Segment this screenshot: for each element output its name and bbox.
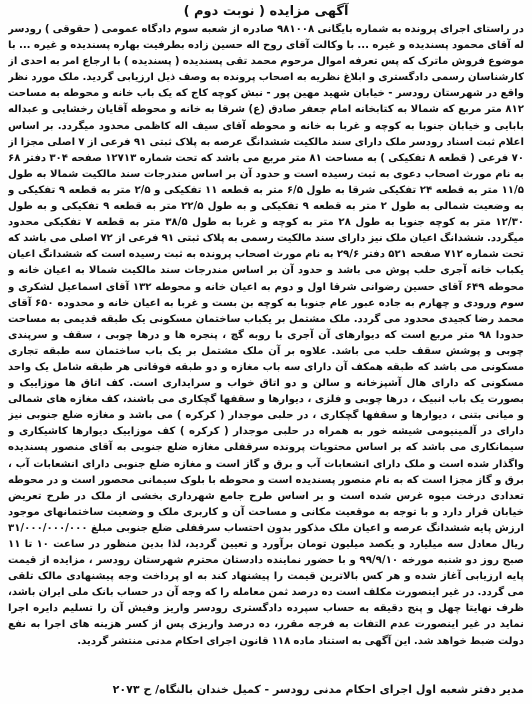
notice-footer [8, 682, 524, 698]
notice-body: در راستای اجرای پرونده به شماره بایگانی ۹۸۱۰۰۸ صادره از شعبه سوم دادگاه عمومی ( حقوقی ) رودسر له آقای محمود پسندیده و غیره ... با وکالت آقای روح اله حسین زاده بطرفیت بهاره پسندیده و غیره ... با موضوع فروش ماترک که پس تعرفه اموال مرحوم محمد تقی پسندیده ( پسندیده ) با ارجاع امر به احدی از کارشناسان رسمی دادگستری و ابلاغ نظریه به اصحاب پرونده به وصف ذیل ارزیابی گردید. ملک مورد نظر واقع در شهرستان رودسر - خیابان شهید مهین پور - نبش کوچه کاج که یک باب خانه و محوطه به مساحت ۸۱۲ متر مربع که شمالا به کتابخانه امام جعفر صادق (ع) شرقا به خانه و محوطه آقایان رخشایی و عبداله بابایی و خیابان جنوبا به کوچه و غربا به خانه و محوطه آقای سیف اله کاظمی محدود میگردد. بر اساس اعلام ثبت اسناد رودسر ملک دارای سند مالکیت ششدانگ عرصه به پلاک ثبتی ۹۱ فرعی از ۷ اصلی مجزا از ۷۰ فرعی ( قطعه ۸ تفکیکی ) به مساحت ۸۱ متر مربع می باشد که تحت شماره ۱۲۷۱۳ صفحه ۳۰۴ دفتر ۶۸ به نام مورث اصحاب دعوی به ثبت رسیده است و حدود آن بر اساس مندرجات سند مالکیت شمالا به طول ۱۱/۵ متر به قطعه ۲۴ تفکیکی شرقا به طول ۶/۵ متر به قطعه ۱۱ تفکیکی و ۲/۵ متر به قطعه ۹ تفکیکی و به وضعیت شمالی به طول ۲ متر به قطعه ۹ تفکیکی و به طول ۲۲/۵ متر به قطعه ۹ تفکیکی و به طول ۱۲/۳۰ متر به کوچه جنوبا به طول ۲۸ متر به کوچه و غربا به طول ۳۸/۵ متر به قطعه ۷ تفکیکی محدود میگردد. ششدانگ اعیان ملک نیز دارای سند مالکیت رسمی به پلاک ثبتی ۹۱ فرعی از ۷۲ اصلی می باشد که تحت شماره ۷۱۲ صفحه ۵۲۱ دفتر ۲۹/۶ به نام مورث اصحاب پرونده به ثبت رسیده است که ششدانگ اعیان یکباب خانه آجری حلب پوش می باشد و حدود آن بر اساس مندرجات سند مالکیت شمالا به اعیان خانه و محوطه ۶۴۹ آقای حسین رضوانی شرقا اول و دوم به اعیان خانه و محوطه ۱۳۲ آقای اسماعیل لشکری و سوم ورودی و چهارم به جاده عبور عام جنوبا به کوچه بن بست و غربا به اعیان خانه و محدوده ۶۵۰ آقای محمد رضا کجیدی محدود می گردد. ملک مشتمل بر یکباب ساختمان مسکونی یک طبقه قدیمی به مساحت حدودا ۹۸ متر مربع است که دیوارهای آن آجری با روبه گچ ، پنجره ها و درها چوبی ، سقف و سرپندی چوبی و پوشش سقف حلب می باشد. علاوه بر آن ملک مشتمل بر یک باب ساختمان سه طبقه تجاری مسکونی می باشد که طبقه همکف آن دارای سه باب مغازه و دو طبقه فوقانی هر طبقه شامل یک واحد مسکونی که دارای هال آشپزخانه و سالن و دو اتاق خواب و سرایداری است. کف اتاق ها موزاییک و بصورت یک باب انبیک ، درها چوبی و فلزی ، دیوارها و سقفها گچکاری می باشند، کف مغازه های شمالی و میانی بتنی ، دیوارها و سقفها گچکاری ، در حلبی موجدار ( کرکره ) می باشد و مغازه ضلع جنوبی نیز دارای در آلمینیومی شیشه خور به همراه در حلبی موجدار ( کرکره ) کف موزاییک دیوارها کاشیکاری و سیمانکاری می باشد که بر اساس محتویات پرونده سرقفلی مغازه ضلع جنوبی به آقای منصور پسندیده واگذار شده است و ملک دارای انشعابات آب و برق و گاز است و مغازه ضلع جنوبی دارای انشعابات آب ، برق و گاز مجزا است که به نام منصور پسندیده است و محوطه با بلوک سیمانی محصور است و در محوطه تعدادی درخت میوه غرس شده است و بر اساس طرح جامع شهرداری بخشی از ملک در طرح تعریض خیابان قرار دارد و با توجه به موقعیت مکانی و مساحت آن و کاربری ملک و وضعیت ساختمانهای موجود ارزش پایه ششدانگ عرصه و اعیان ملک مذکور بدون احتساب سرقفلی ضلع جنوبی مبلغ ۳۱/۰۰۰/۰۰۰/۰۰۰ ریال معادل سه میلیارد و یکصد میلیون تومان برآورد و تعیین گردید، لذا بدین منظور در ساعت ۱۰ تا ۱۱ صبح روز دو شنبه مورخه ۹۹/۹/۱۰ و با حضور نماینده دادستان محترم شهرستان رودسر ، مزایده از قیمت پایه ارزیابی آغاز شده و هر کس بالاترین قیمت را پیشنهاد کند به او پرداخت وجه پیشنهادی مالک تلقی می گردد. در غیر اینصورت مکلف است ده درصد ثمن معامله را که وجه آن در حساب بانک ملی ایران باشد، ظرف نهایتا چهل و پنج دقیقه به حساب سپرده دادگستری رودسر واریز وفیش آن را تسلیم دایره اجرا نماید در غیر اینصورت عدم التفات به فرجه مقرر، ده درصد واریزی پس از کسر هزینه های اجرا به نفع دولت ضبط خواهد شد. این آگهی به استناد ماده ۱۱۸ قانون اجرای احکام مدنی منتشر گردید. [8, 24, 524, 647]
notice-title: آگهی مزایده ( نوبت دوم ) [183, 4, 349, 19]
notice-code: ح ۲۰۷۳ / [112, 683, 160, 696]
notice-signature: مدیر دفتر شعبه اول اجرای احکام مدنی رودسر - کمیل خندان بالنگاه [159, 683, 524, 696]
